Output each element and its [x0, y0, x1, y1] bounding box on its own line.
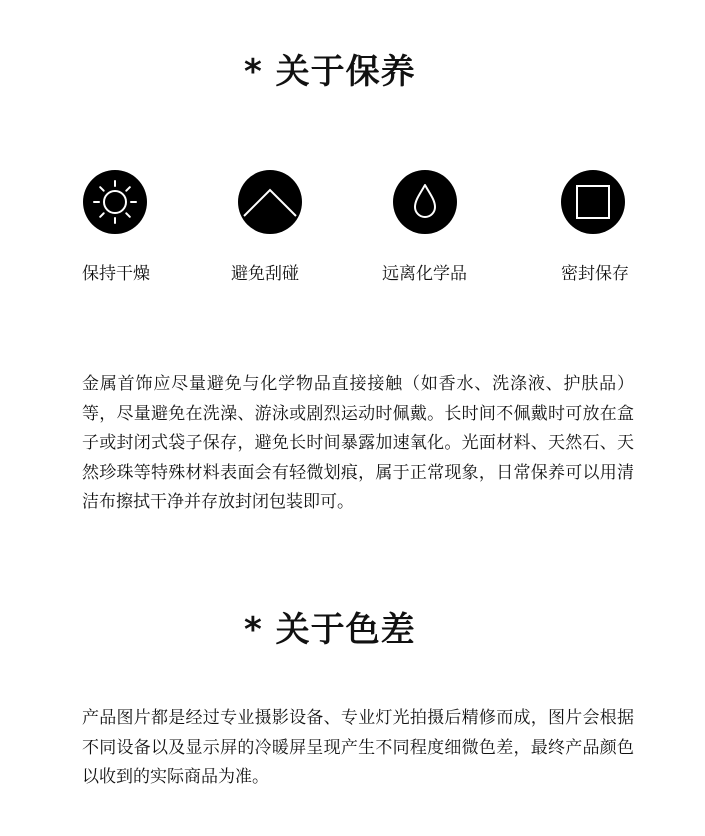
sun-icon [83, 170, 147, 234]
care-item-avoid-chemicals [382, 170, 512, 290]
mountain-icon [238, 170, 302, 234]
care-item-label: 避免刮碰 [231, 264, 299, 284]
care-section-title: * 关于保养 [244, 52, 416, 92]
care-item-label: 密封保存 [561, 264, 629, 284]
square-icon [561, 170, 625, 234]
care-item-avoid-scratch [231, 170, 361, 290]
care-item-label: 远离化学品 [382, 264, 467, 284]
color-paragraph: 产品图片都是经过专业摄影设备、专业灯光拍摄后精修而成，图片会根据不同设备以及显示屏的冷暖屏呈现产生不同程度细微色差，最终产品颜色以收到的实际商品为准。 [82, 708, 634, 787]
care-item-keep-dry [82, 170, 212, 290]
care-item-label: 保持干燥 [82, 264, 150, 284]
care-item-sealed-storage [561, 170, 691, 290]
droplet-icon [393, 170, 457, 234]
care-paragraph: 金属首饰应尽量避免与化学物品直接接触（如香水、洗涤液、护肤品）等，尽量避免在洗澡、游泳或剧烈运动时佩戴。长时间不佩戴时可放在盒子或封闭式袋子保存，避免长时间暴露加速氧化。光面材料、天然石、天然珍珠等特殊材料表面会有轻微划痕，属于正常现象，日常保养可以用清洁布擦拭干净并存放封闭包装即可。 [82, 374, 634, 512]
color-section-title: * 关于色差 [244, 610, 416, 650]
